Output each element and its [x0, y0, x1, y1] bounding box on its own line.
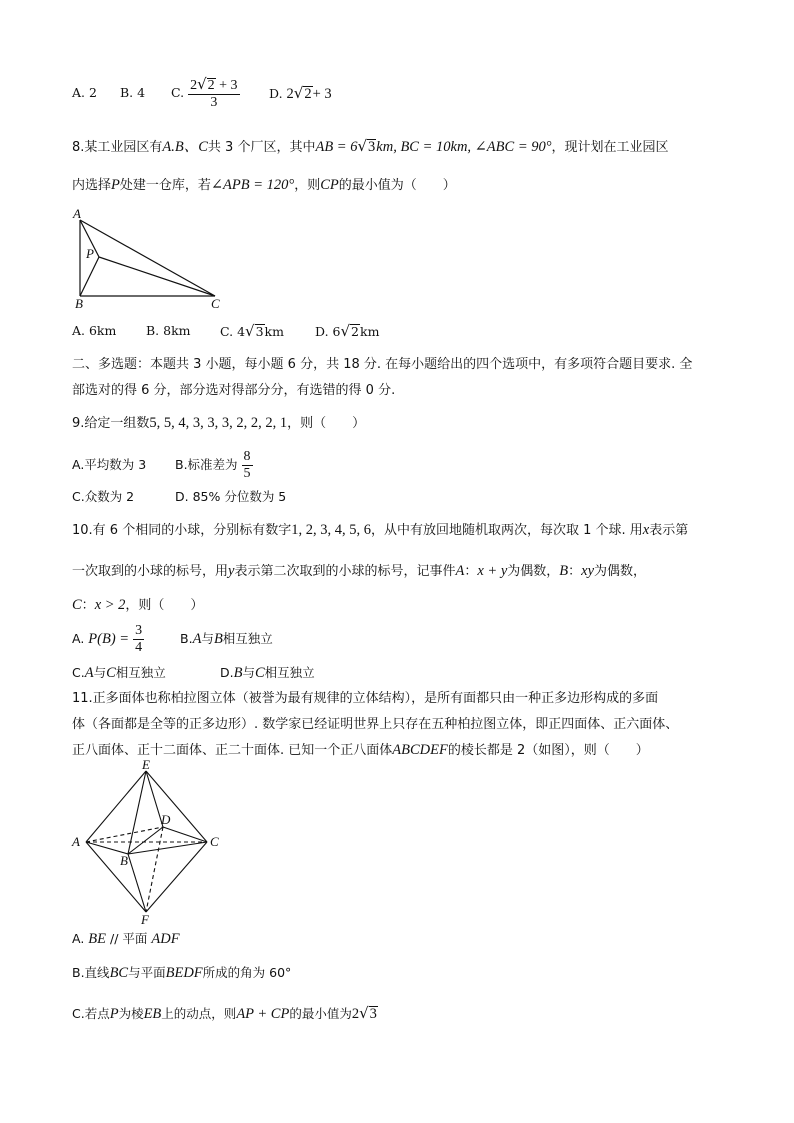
q8-option-d: D. 6√2km: [315, 322, 380, 340]
q11-text: 的棱长都是 2（如图），则（ ）: [447, 743, 649, 758]
q7-d-coef: 2: [286, 86, 294, 102]
q10-a-fraction: [133, 623, 144, 656]
q9-stem: [72, 414, 365, 433]
q9-text: 9.给定一组数: [72, 416, 150, 431]
q8-math: 3: [368, 139, 376, 155]
q10-c-math: A: [84, 665, 94, 681]
q10-d-pre: D.: [220, 665, 234, 680]
q9-b-den: 5: [243, 466, 251, 481]
q11-a-math: ADF: [151, 931, 180, 947]
q8-math: A.B、C: [162, 139, 208, 155]
label-d: D: [161, 812, 171, 827]
q8-text: 共 3 个厂区，其中: [207, 140, 316, 155]
q11-option-a: [72, 930, 180, 948]
q11-option-c: C.若点P为棱EB上的动点，则AP + CP的最小值为2√3: [72, 1004, 377, 1022]
q10-text: 一次取到的小球的标号，用: [72, 564, 229, 579]
q10-c-math: C: [106, 665, 116, 681]
label-p: P: [86, 246, 94, 261]
q7-c-rad: 2: [207, 78, 215, 93]
q10-math: y: [228, 563, 235, 579]
q10-text: ：: [568, 564, 582, 579]
q10-text: 10.有 6 个相同的小球，分别标有数字: [72, 523, 292, 538]
edge-bc: [128, 842, 207, 854]
q8-d-post: km: [360, 324, 380, 339]
q11-c-math: AP + CP: [236, 1006, 290, 1022]
q10-b-pre: B.: [180, 631, 193, 646]
q10-d-math: B: [233, 665, 243, 681]
q10-b-post: 相互独立: [222, 631, 273, 646]
q10-b-math: A: [192, 631, 202, 647]
q8-option-c: C. 4√3km: [220, 322, 284, 340]
q8-stem-line1: 8.某工业园区有A.B、C共 3 个厂区，其中AB = 6√3km, BC = 10km, ∠ABC = 90°，现计划在工业园区: [72, 137, 669, 155]
q10-math: 1, 2, 3, 4, 5, 6: [291, 522, 371, 538]
q10-math: xy: [581, 563, 595, 579]
q8-text: 的最小值为（ ）: [338, 178, 456, 193]
q8-c-pre: C. 4: [220, 324, 246, 339]
q7-d-prefix: D.: [269, 86, 283, 101]
q7-c-tail: + 3: [219, 78, 238, 93]
q10-option-a: [72, 620, 144, 658]
q10-math: x + y: [477, 563, 508, 579]
q10-a-num: 3: [135, 623, 143, 638]
q10-math: x: [642, 522, 650, 538]
q8-math: AB = 6: [315, 139, 358, 155]
q9-option-a: A.平均数为 3: [72, 457, 147, 472]
q11-c-rad: 3: [369, 1006, 377, 1022]
q8-c-post: km: [264, 324, 284, 339]
q7-c-coef: 2: [190, 78, 198, 93]
q10-c-pre: C.: [72, 665, 85, 680]
q10-c-mid: 与: [93, 665, 107, 680]
q11-a-mid: // 平面: [106, 931, 152, 946]
q9-math: 5, 5, 4, 3, 3, 3, 2, 2, 2, 1: [149, 415, 288, 431]
q8-text: ，现计划在工业园区: [551, 140, 669, 155]
q10-text: ，则（ ）: [125, 598, 204, 613]
q10-math: A: [455, 563, 465, 579]
q8-triangle-figure: [70, 205, 230, 315]
q8-math: km, BC = 10km, ∠ABC = 90°: [376, 139, 552, 155]
q10-a-den: 4: [135, 640, 143, 655]
q11-b-pre: B.直线: [72, 965, 110, 980]
q7-option-d: D. 2√2+ 3: [269, 84, 332, 102]
edge-df: [146, 827, 163, 912]
edge-ea: [86, 771, 146, 842]
q10-math: B: [559, 563, 569, 579]
q8-d-rad: 2: [351, 324, 359, 339]
q9-option-c: C.众数为 2: [72, 489, 135, 504]
q9-option-d: D. 85% 分位数为 5: [175, 489, 287, 504]
q10-a-pre: A.: [72, 631, 85, 646]
label-c: C: [211, 296, 220, 311]
label-b: B: [75, 296, 83, 311]
q10-option-d: [220, 664, 315, 682]
q8-math: ∠APB = 120°: [210, 177, 295, 193]
q11-option-b: [72, 964, 291, 982]
q11-c-mid: 上的动点，则: [161, 1006, 237, 1021]
label-b: B: [120, 853, 128, 868]
q11-c-mid: 的最小值为: [289, 1006, 352, 1021]
q10-c-post: 相互独立: [115, 665, 166, 680]
q7-d-tail: + 3: [312, 86, 332, 102]
q11-b-mid: 与平面: [128, 965, 166, 980]
segment-pb: [80, 257, 99, 296]
q11-b-post: 所成的角为 60°: [202, 965, 292, 980]
q10-d-post: 相互独立: [264, 665, 315, 680]
q10-text: ：: [81, 598, 95, 613]
q10-option-c: [72, 664, 166, 682]
q7-option-b: B. 4: [120, 85, 146, 100]
q11-octahedron-figure: [66, 758, 236, 928]
q11-a-pre: A.: [72, 931, 85, 946]
q8-text: 8.某工业园区有: [72, 140, 163, 155]
q10-text: 为偶数，: [507, 564, 560, 579]
q9-b-pre: B.标准差为: [175, 457, 238, 472]
q11-text: 正八面体、正十二面体、正二十面体. 已知一个正八面体: [72, 743, 393, 758]
q11-c-math: EB: [143, 1006, 162, 1022]
q9-b-fraction: [242, 449, 253, 482]
q11-line1: 11.正多面体也称柏拉图立体（被誉为最有规律的立体结构），是所有面都只由一种正多边形构成的多面: [72, 691, 659, 706]
q9-option-b: [175, 446, 253, 484]
q10-text: ：: [464, 564, 478, 579]
section2-line1: 二、多选题：本题共 3 小题，每小题 6 分，共 18 分. 在每小题给出的四个选项中，有多项符合题目要求. 全: [72, 357, 693, 372]
q11-c-math: P: [109, 1006, 119, 1022]
q10-line3: [72, 596, 203, 615]
q8-math: P: [111, 177, 120, 193]
q10-a-expr: P(B) =: [88, 631, 130, 647]
edge-fb: [128, 854, 146, 912]
q11-b-math: BC: [109, 965, 129, 981]
q9-b-num: 8: [243, 449, 251, 464]
q8-text: ，则: [294, 178, 321, 193]
q10-line2: [72, 562, 646, 581]
q9-text: ，则（ ）: [287, 416, 366, 431]
q7-c-den: 3: [210, 95, 218, 110]
q10-math: C: [72, 597, 82, 613]
q8-text: 内选择: [72, 178, 112, 193]
q7-option-c-fraction: $\frac{2√2 + 3}{3}$: [190, 75, 238, 110]
q7-d-rad: 2: [304, 86, 312, 102]
section2-line2: 部选对的得 6 分，部分选对得部分分，有选错的得 0 分.: [72, 383, 396, 398]
q11-c-mid: 为棱: [118, 1006, 144, 1021]
label-a: A: [73, 206, 81, 221]
q10-line1: [72, 521, 688, 540]
q7-option-a: A. 2: [72, 85, 97, 100]
q11-a-math: BE: [88, 931, 107, 947]
edge-fc: [146, 842, 207, 912]
q10-d-math: C: [254, 665, 265, 681]
q7-option-c: [171, 74, 240, 112]
q8-math: CP: [320, 177, 339, 193]
q8-stem-line2: [72, 176, 456, 195]
q10-text: 表示第: [649, 523, 689, 538]
q8-c-rad: 3: [255, 324, 264, 339]
q10-text: 为偶数，: [594, 564, 647, 579]
q10-b-mid: 与: [201, 631, 214, 646]
label-a: A: [72, 834, 80, 849]
label-c: C: [210, 834, 219, 849]
q10-b-math: B: [213, 631, 223, 647]
q8-text: 处建一仓库，若: [119, 178, 211, 193]
q11-line2: 体（各面都是全等的正多边形）. 数学家已经证明世界上只存在五种柏拉图立体，即正四面体、正六面体、: [72, 717, 679, 732]
q7-option-c-prefix: C.: [171, 85, 185, 100]
q8-option-a: A. 6km: [72, 323, 117, 338]
q10-text: ，从中有放回地随机取两次，每次取 1 个球. 用: [370, 523, 643, 538]
q10-text: 表示第二次取到的小球的标号，记事件: [234, 564, 456, 579]
q11-c-coef: 2: [351, 1006, 360, 1022]
q11-math: ABCDEF: [392, 742, 448, 758]
q10-option-b: [180, 630, 273, 648]
edge-ad: [86, 827, 163, 842]
label-e: E: [142, 758, 150, 772]
q11-c-pre: C.若点: [72, 1006, 110, 1021]
label-f: F: [141, 912, 149, 927]
q11-b-math: BEDF: [165, 965, 203, 981]
q8-d-pre: D. 6: [315, 324, 341, 339]
q10-math: x > 2: [94, 597, 126, 613]
q10-d-mid: 与: [242, 665, 255, 680]
q8-option-b: B. 8km: [146, 323, 191, 338]
